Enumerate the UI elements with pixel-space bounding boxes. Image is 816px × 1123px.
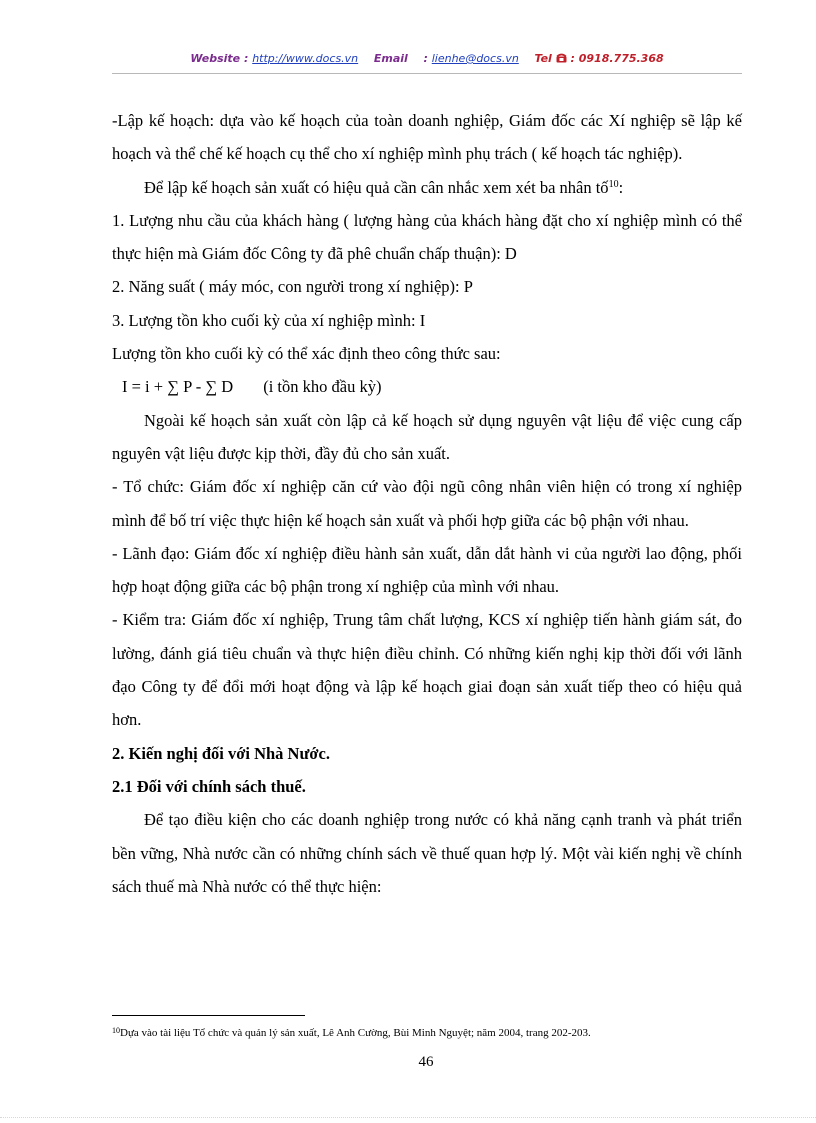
list-item-demand: 1. Lượng nhu cầu của khách hàng ( lượng hàng của khách hàng đặt cho xí nghiệp mình có thể thực hiện mà Giám đốc Công ty đã phê chuẩn chấp thuận): D xyxy=(112,210,742,264)
footnote-text: Dựa vào tài liệu Tổ chức và quản lý sản xuất, Lê Anh Cường, Bùi Minh Nguyệt; năm 2004, trang 202-203. xyxy=(120,1027,591,1039)
phone-icon xyxy=(556,52,571,65)
footnote xyxy=(112,1027,752,1039)
section-heading: 2. Kiến nghị đối với Nhà Nước. xyxy=(112,743,330,763)
email-label: Email xyxy=(373,52,408,65)
list-item-productivity: 2. Năng suất ( máy móc, con người trong xí nghiệp): P xyxy=(112,277,473,297)
email-link[interactable]: lienhe@docs.vn xyxy=(431,52,519,65)
paragraph-controlling: - Kiểm tra: Giám đốc xí nghiệp, Trung tâm chất lượng, KCS xí nghiệp tiến hành giám sát, đo lường, đánh giá tiêu chuẩn và thực hiện điều chỉnh. Có những kiến nghị kịp thời đối với lãnh đạo Công ty để đổi mới hoạt động và lập kế hoạch giai đoạn sản xuất tiếp theo có hiệu quả hơn. xyxy=(112,610,742,730)
document-body xyxy=(112,104,742,903)
tel-number: 0918.775.368 xyxy=(578,52,664,65)
page-number: 46 xyxy=(418,1054,434,1070)
factors-intro-text: Để lập kế hoạch sản xuất có hiệu quả cần cân nhắc xem xét ba nhân tố xyxy=(144,177,609,197)
page-header xyxy=(112,52,742,65)
website-link[interactable]: http://www.docs.vn xyxy=(252,52,359,65)
page-bottom-border xyxy=(0,1117,816,1118)
paragraph-tax-policy: Để tạo điều kiện cho các doanh nghiệp trong nước có khả năng cạnh tranh và phát triển bền vững, Nhà nước cần có những chính sách về thuế quan hợp lý. Một vài kiến nghị về chính sách thuế mà Nhà nước có thể thực hiện: xyxy=(112,810,742,896)
formula-note: (i tồn kho đầu kỳ) xyxy=(263,377,382,397)
footnote-ref[interactable]: 10 xyxy=(608,178,619,190)
formula-line xyxy=(112,370,742,403)
paragraph-leading: - Lãnh đạo: Giám đốc xí nghiệp điều hành sản xuất, dẫn dắt hành vi của người lao động, phối hợp hoạt động giữa các bộ phận trong xí nghiệp của mình với nhau. xyxy=(112,543,742,597)
website-label: Website : xyxy=(190,52,249,65)
email-separator: : xyxy=(423,52,428,65)
paragraph-organizing: - Tổ chức: Giám đốc xí nghiệp căn cứ vào đội ngũ công nhân viên hiện có trong xí nghiệp mình để bố trí việc thực hiện kế hoạch sản xuất và phối hợp giữa các bộ phận với nhau. xyxy=(112,477,742,530)
paragraph-formula-intro: Lượng tồn kho cuối kỳ có thể xác định theo công thức sau: xyxy=(112,344,501,364)
subsection-heading: 2.1 Đối với chính sách thuế. xyxy=(112,776,306,796)
tel-separator: : xyxy=(570,52,575,65)
paragraph-planning: -Lập kế hoạch: dựa vào kế hoạch của toàn doanh nghiệp, Giám đốc các Xí nghiệp sẽ lập kế hoạch và thể chế kế hoạch cụ thể cho xí nghiệp mình phụ trách ( kế hoạch tác nghiệp). xyxy=(112,111,742,164)
formula: I = i + ∑ P - ∑ D xyxy=(122,377,234,397)
tel-label: Tel xyxy=(534,52,552,65)
footnote-divider xyxy=(112,1015,305,1016)
factors-intro-colon: : xyxy=(618,177,624,197)
paragraph-factors-intro xyxy=(112,171,742,204)
header-divider xyxy=(112,73,742,74)
footnote-number: 10 xyxy=(112,1026,120,1035)
paragraph-materials: Ngoài kế hoạch sản xuất còn lập cả kế hoạch sử dụng nguyên vật liệu để việc cung cấp nguyên vật liệu được kịp thời, đầy đủ cho sản xuất. xyxy=(112,410,742,463)
list-item-inventory: 3. Lượng tồn kho cuối kỳ của xí nghiệp mình: I xyxy=(112,310,426,330)
